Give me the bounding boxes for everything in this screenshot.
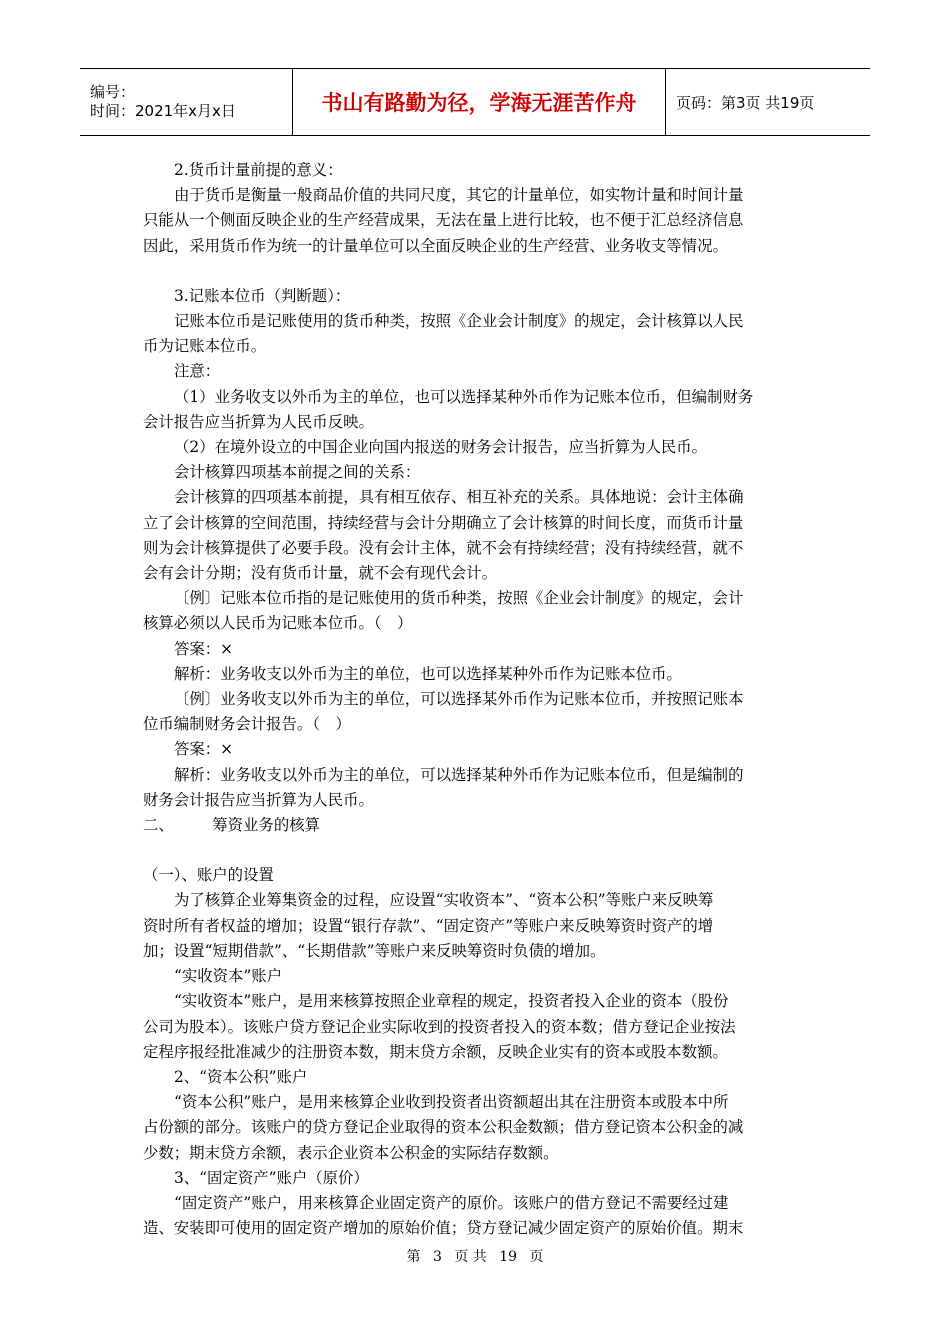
header-left-cell [80,69,293,136]
body-paragraph: 为了核算企业筹集资金的过程，应设置“实收资本”、“资本公积”等账户来反映筹 [174,891,714,910]
body-paragraph: 加；设置“短期借款”、“长期借款”等账户来反映筹资时负债的增加。 [143,941,606,960]
body-paragraph: 答案：× [174,639,234,658]
body-paragraph: 会计核算四项基本前提之间的关系： [174,463,421,482]
blank-line [143,838,808,863]
body-paragraph: 少数；期末贷方余额，表示企业资本公积金的实际结存数额。 [143,1143,559,1162]
footer-suffix: 页 [529,1249,544,1265]
body-paragraph: 注意： [174,362,221,381]
footer-page-number: 3 [432,1249,442,1265]
body-paragraph: 核算必须以人民币为记账本位币。（ ） [143,614,413,633]
body-paragraph: 答案：× [174,740,234,759]
footer-mid: 页 共 [454,1249,487,1265]
body-paragraph: 由于货币是衡量一般商品价值的共同尺度，其它的计量单位，如实物计量和时间计量 [174,186,744,205]
body-paragraph: 二、 筹资业务的核算 [143,816,320,835]
body-paragraph: （2）在境外设立的中国企业向国内报送的财务会计报告，应当折算为人民币。 [174,438,708,457]
body-paragraph: 只能从一个侧面反映企业的生产经营成果，无法在量上进行比较，也不便于汇总经济信息 [143,211,744,230]
body-paragraph: （一）、账户的设置 [143,866,274,885]
body-paragraph: 占份额的部分。该账户的贷方登记企业取得的资本公积金数额；借方登记资本公积金的减 [143,1118,744,1137]
body-paragraph: 〔例〕业务收支以外币为主的单位，可以选择某外币作为记账本位币，并按照记账本 [174,690,744,709]
body-paragraph: 2、“资本公积”账户 [174,1067,308,1086]
body-paragraph: 造、安装即可使用的固定资产增加的原始价值；贷方登记减少固定资产的原始价值。期末 [143,1219,744,1238]
body-paragraph: “实收资本”账户，是用来核算按照企业章程的规定，投资者投入企业的资本（股份 [174,992,729,1011]
body-paragraph: 资时所有者权益的增加；设置“银行存款”、“固定资产”等账户来反映筹资时资产的增 [143,916,714,935]
body-paragraph: 会计报告应当折算为人民币反映。 [143,412,374,431]
body-paragraph: 解析：业务收支以外币为主的单位，可以选择某种外币作为记账本位币，但是编制的 [174,765,744,784]
document-time-label: 时间：2021年x月x日 [90,102,236,120]
body-paragraph: “实收资本”账户 [174,967,283,986]
document-body [143,158,808,1241]
footer-prefix: 第 [406,1249,421,1265]
body-paragraph: （1）业务收支以外币为主的单位，也可以选择某种外币作为记账本位币，但编制财务 [174,387,754,406]
body-paragraph: 3、“固定资产”账户（原价） [174,1168,369,1187]
body-paragraph: 币为记账本位币。 [143,337,267,356]
body-paragraph: 会计核算的四项基本前提，具有相互依存、相互补充的关系。具体地说：会计主体确 [174,488,744,507]
body-paragraph: 立了会计核算的空间范围，持续经营与会计分期确立了会计核算的时间长度，而货币计量 [143,513,744,532]
body-paragraph: 位币编制财务会计报告。（ ） [143,715,351,734]
body-paragraph: “资本公积”账户，是用来核算企业收到投资者出资额超出其在注册资本或股本中所 [174,1093,729,1112]
body-paragraph: 记账本位币是记账使用的货币种类，按照《企业会计制度》的规定，会计核算以人民 [174,312,744,331]
body-paragraph: 财务会计报告应当折算为人民币。 [143,790,374,809]
body-paragraph: 因此，采用货币作为统一的计量单位可以全面反映企业的生产经营、业务收支等情况。 [143,236,728,255]
body-paragraph: 解析：业务收支以外币为主的单位，也可以选择某种外币作为记账本位币。 [174,664,682,683]
body-paragraph: 会有会计分期；没有货币计量，就不会有现代会计。 [143,564,497,583]
footer-total-pages: 19 [499,1249,518,1265]
body-paragraph: 〔例〕记账本位币指的是记账使用的货币种类，按照《企业会计制度》的规定，会计 [174,589,744,608]
body-paragraph: 则为会计核算提供了必要手段。没有会计主体，就不会有持续经营；没有持续经营，就不 [143,538,744,557]
header-page-code: 页码：第3页 共19页 [666,69,871,136]
body-paragraph: 2.货币计量前提的意义： [174,161,343,179]
blank-line [143,259,808,284]
page-header [80,68,870,136]
header-motto: 书山有路勤为径，学海无涯苦作舟 [293,69,666,136]
body-paragraph: 公司为股本）。该账户贷方登记企业实际收到的投资者投入的资本数；借方登记企业按法 [143,1017,736,1036]
body-paragraph: “固定资产”账户，用来核算企业固定资产的原价。该账户的借方登记不需要经过建 [174,1193,729,1212]
body-paragraph: 定程序报经批准减少的注册资本数，期末贷方余额，反映企业实有的资本或股本数额。 [143,1042,728,1061]
page-footer [0,1246,950,1266]
body-paragraph: 3.记账本位币（判断题）： [174,286,351,305]
document-number-label: 编号： [90,83,136,101]
